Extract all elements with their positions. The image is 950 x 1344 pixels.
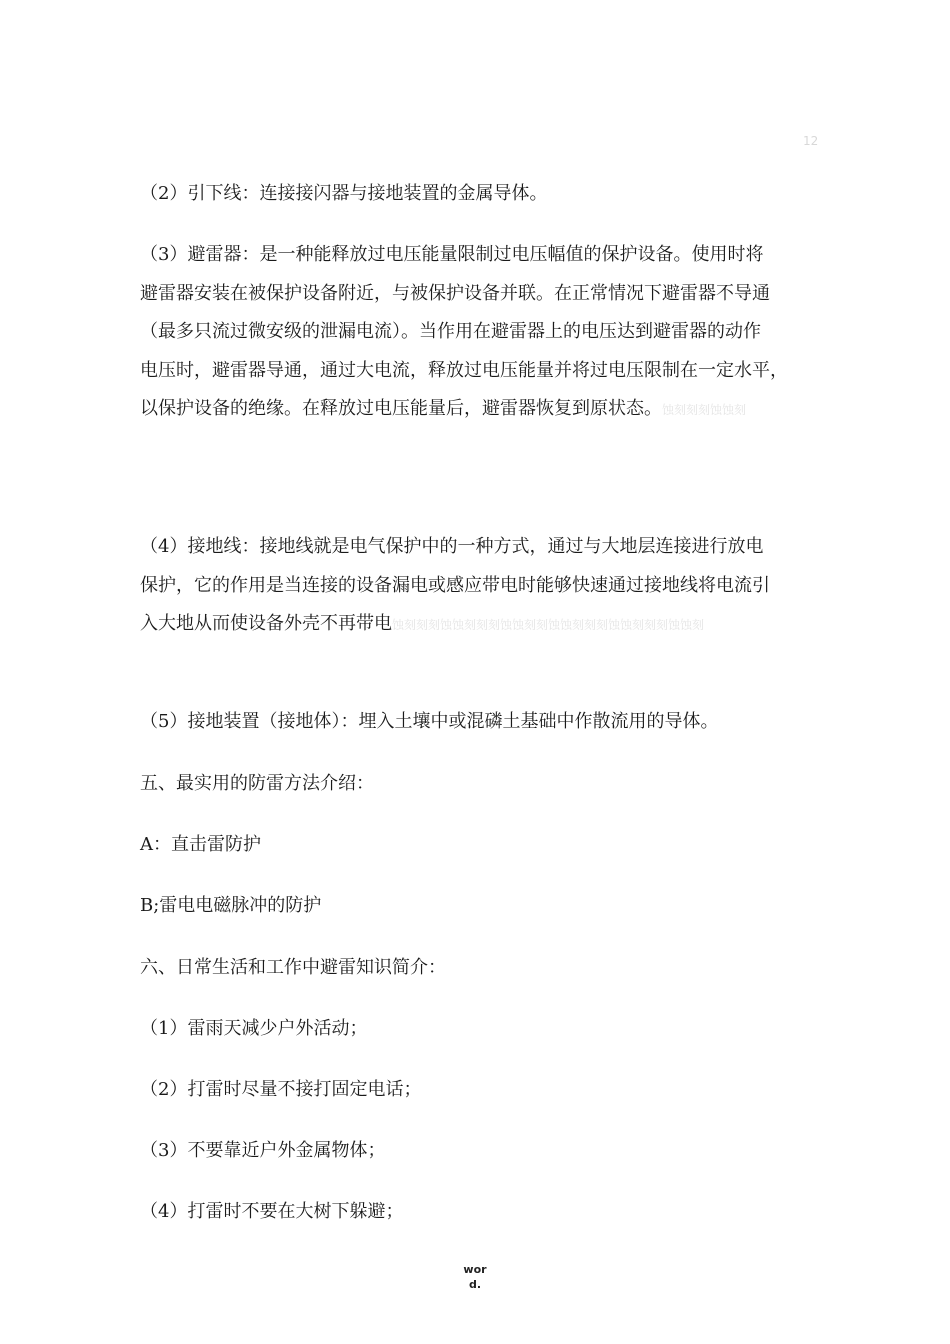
page-footer (455, 1262, 495, 1292)
tip-item-1: （1）雷雨天减少户外活动； (140, 1018, 368, 1039)
paragraph-line: 避雷器安装在被保护设备附近，与被保护设备并联。在正常情况下避雷器不导通 (140, 282, 770, 304)
paragraph-down-conductor: （2）引下线：连接接闪器与接地装置的金属导体。 (140, 183, 548, 204)
paragraph-grounding-device: （5）接地装置（接地体）：埋入土壤中或混磷土基础中作散流用的导体。 (140, 711, 719, 732)
list-item-a: A：直击雷防护 (140, 834, 261, 855)
section-heading-six: 六、日常生活和工作中避雷知识简介： (140, 957, 446, 978)
corner-page-mark: 12 (803, 134, 819, 148)
paragraph-line: （最多只流过微安级的泄漏电流）。当作用在避雷器上的电压达到避雷器的动作 (140, 321, 761, 342)
paragraph-line: 保护，它的作用是当连接的设备漏电或感应带电时能够快速通过接地线将电流引 (140, 574, 770, 596)
paragraph-surge-arrester (140, 236, 840, 429)
paragraph-ground-wire (140, 528, 840, 644)
paragraph-line-text: 以保护设备的绝缘。在释放过电压能量后，避雷器恢复到原状态。 (140, 398, 662, 419)
section-heading-five: 五、最实用的防雷方法介绍： (140, 773, 374, 794)
paragraph-line: 电压时，避雷器导通，通过大电流，释放过电压能量并将过电压限制在一定水平， (140, 359, 788, 381)
footer-line: wor (463, 1263, 487, 1276)
tip-item-2: （2）打雷时尽量不接打固定电话； (140, 1079, 422, 1100)
paragraph-line: （3）避雷器：是一种能释放过电压能量限制过电压幅值的保护设备。使用时将 (140, 244, 764, 265)
paragraph-line-text: 入大地从而使设备外壳不再带电 (140, 613, 392, 634)
paragraph-line (140, 605, 840, 644)
footer-line: d. (468, 1278, 482, 1291)
faint-watermark-text: 蚀刻刻刻蚀蚀刻刻刻蚀蚀刻刻蚀蚀刻刻刻蚀蚀刻刻刻蚀蚀刻 (392, 618, 705, 632)
faint-watermark-text: 蚀刻刻刻蚀蚀刻 (662, 403, 747, 417)
tip-item-3: （3）不要靠近户外金属物体； (140, 1140, 386, 1161)
list-item-b: B;雷电电磁脉冲的防护 (140, 895, 322, 916)
paragraph-line (140, 390, 840, 429)
tip-item-4: （4）打雷时不要在大树下躲避； (140, 1201, 404, 1222)
paragraph-line: （4）接地线：接地线就是电气保护中的一种方式，通过与大地层连接进行放电 (140, 536, 764, 557)
